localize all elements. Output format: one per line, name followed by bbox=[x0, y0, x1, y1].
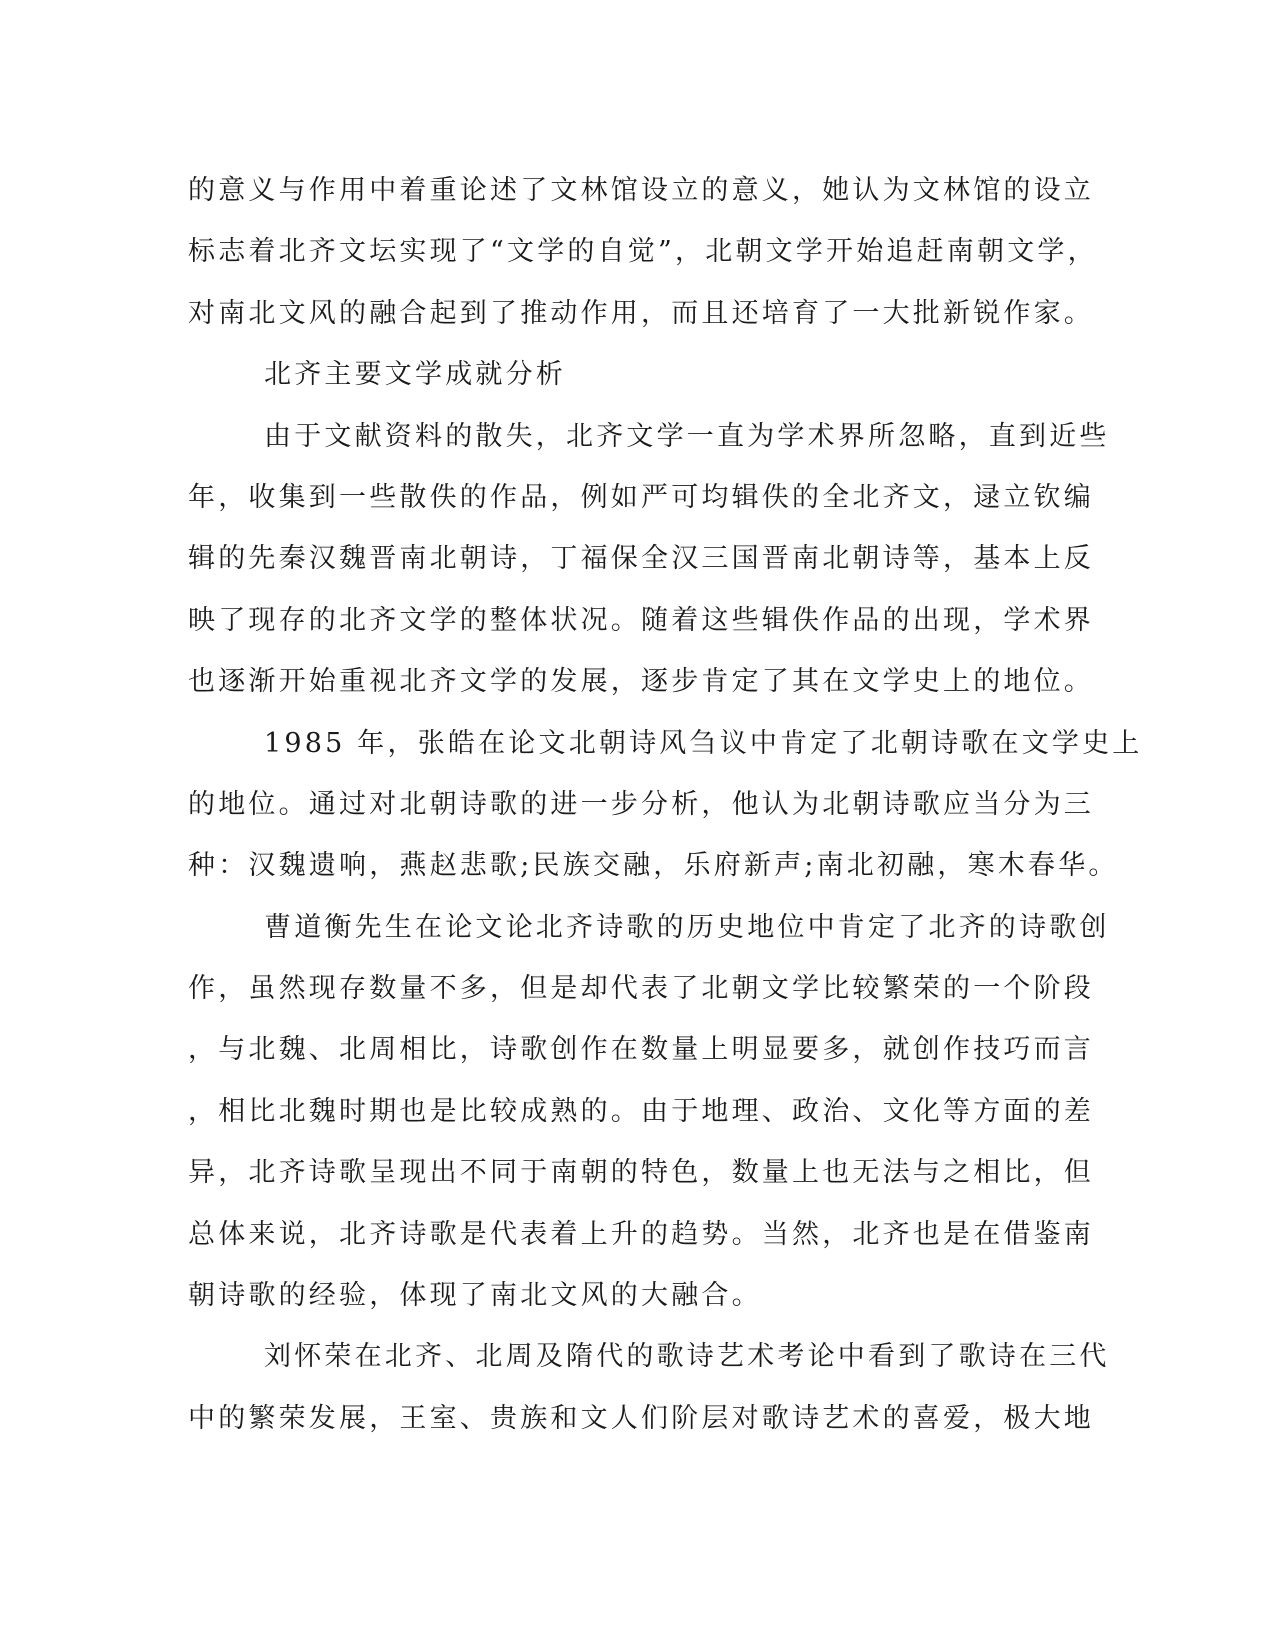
text-line: 的地位。通过对北朝诗歌的进一步分析，他认为北朝诗歌应当分为三 bbox=[188, 788, 1094, 820]
text-line: 映了现存的北齐文学的整体状况。随着这些辑佚作品的出现，学术界 bbox=[188, 604, 1094, 636]
paragraph-first-line: 北齐主要文学成就分析 bbox=[264, 359, 566, 391]
text-line: 总体来说，北齐诗歌是代表着上升的趋势。当然，北齐也是在借鉴南 bbox=[188, 1218, 1094, 1250]
body-text bbox=[188, 160, 1143, 1449]
text-line: 作，虽然现存数量不多，但是却代表了北朝文学比较繁荣的一个阶段 bbox=[188, 973, 1094, 1005]
paragraph-first-line: 由于文献资料的散失，北齐文学一直为学术界所忽略，直到近些 bbox=[264, 420, 1110, 452]
text-line: 种：汉魏遗响，燕赵悲歌;民族交融，乐府新声;南北初融，寒木春华。 bbox=[188, 850, 1119, 882]
text-line: ，相比北魏时期也是比较成熟的。由于地理、政治、文化等方面的差 bbox=[188, 1095, 1094, 1127]
paragraph-first-line: 1985 年，张皓在论文北朝诗风刍议中肯定了北朝诗歌在文学史上 bbox=[264, 727, 1143, 759]
paragraph-first-line: 刘怀荣在北齐、北周及隋代的歌诗艺术考论中看到了歌诗在三代 bbox=[264, 1341, 1110, 1373]
text-line: 中的繁荣发展，王室、贵族和文人们阶层对歌诗艺术的喜爱，极大地 bbox=[188, 1402, 1094, 1434]
text-line: 年，收集到一些散佚的作品，例如严可均辑佚的全北齐文，逯立钦编 bbox=[188, 481, 1094, 513]
text-line: 朝诗歌的经验，体现了南北文风的大融合。 bbox=[188, 1280, 762, 1312]
paragraph-first-line: 曹道衡先生在论文论北齐诗歌的历史地位中肯定了北齐的诗歌创 bbox=[264, 911, 1110, 943]
text-line: 也逐渐开始重视北齐文学的发展，逐步肯定了其在文学史上的地位。 bbox=[188, 666, 1094, 698]
text-line: 辑的先秦汉魏晋南北朝诗，丁福保全汉三国晋南北朝诗等，基本上反 bbox=[188, 543, 1094, 575]
text-line: 异，北齐诗歌呈现出不同于南朝的特色，数量上也无法与之相比，但 bbox=[188, 1157, 1094, 1189]
text-line: ，与北魏、北周相比，诗歌创作在数量上明显要多，就创作技巧而言 bbox=[188, 1034, 1094, 1066]
text-line: 对南北文风的融合起到了推动作用，而且还培育了一大批新锐作家。 bbox=[188, 297, 1094, 329]
text-line: 的意义与作用中着重论述了文林馆设立的意义，她认为文林馆的设立 bbox=[188, 175, 1094, 206]
text-line: 标志着北齐文坛实现了“文学的自觉”，北朝文学开始追赶南朝文学， bbox=[188, 236, 1098, 268]
